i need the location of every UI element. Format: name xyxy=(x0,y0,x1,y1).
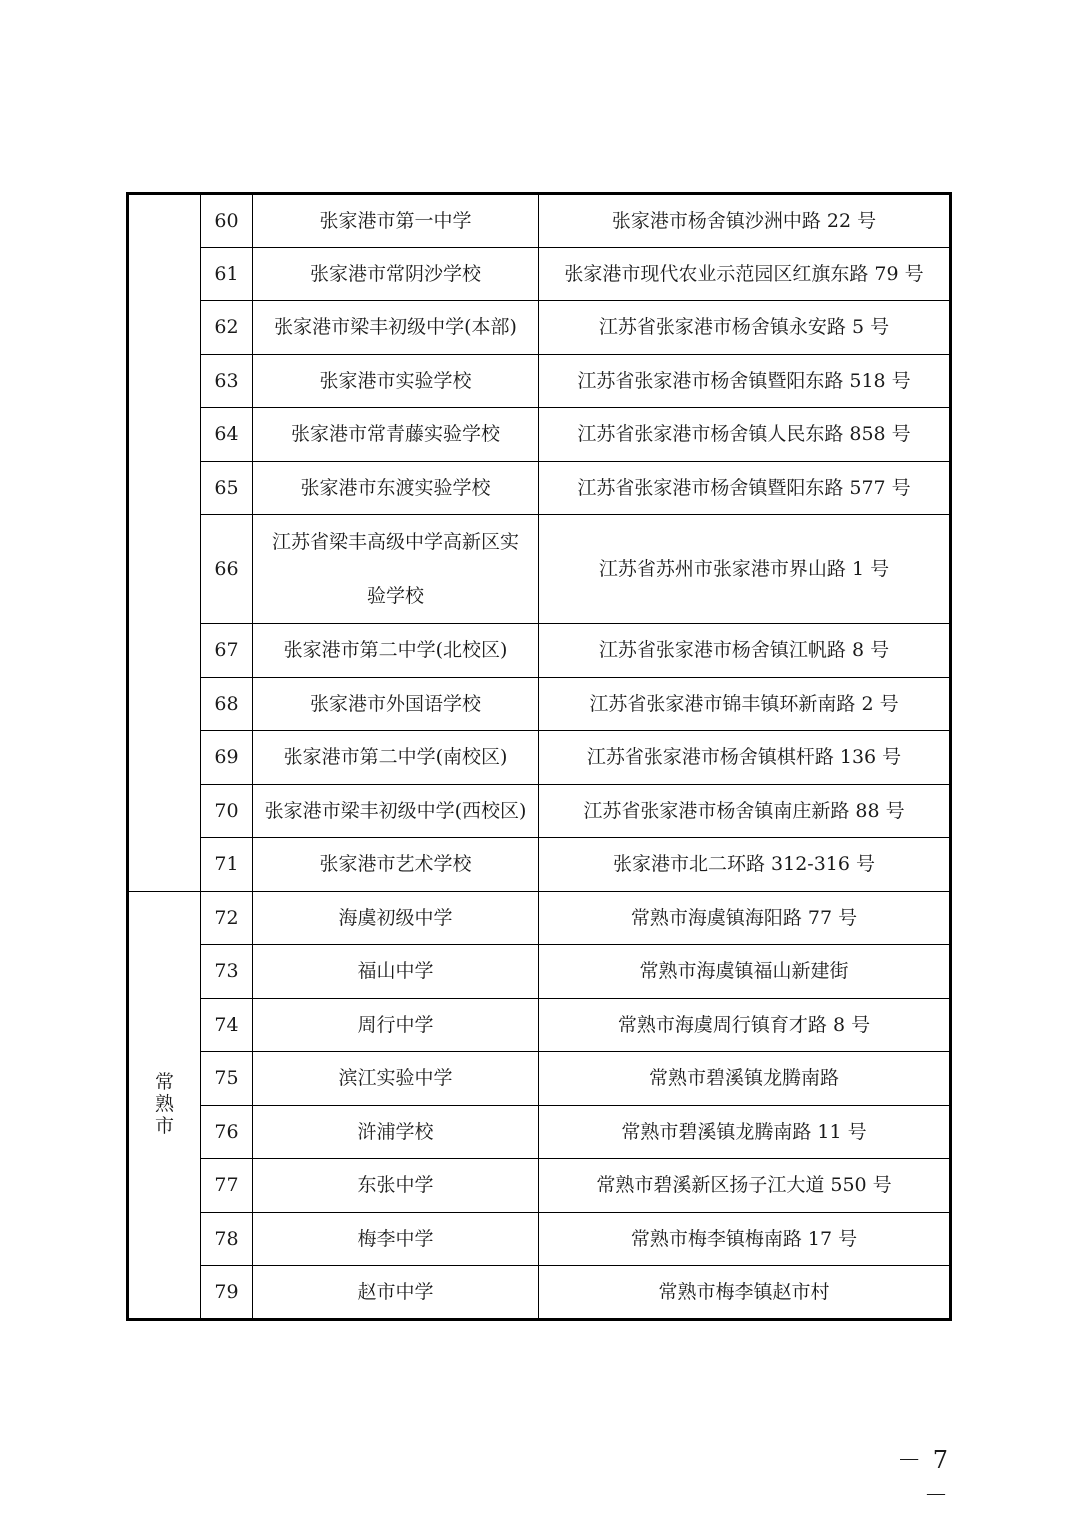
district-cell xyxy=(128,194,201,892)
table-row xyxy=(128,301,951,355)
school-address: 江苏省苏州市张家港市界山路 1 号 xyxy=(539,515,951,624)
row-number: 69 xyxy=(201,731,253,785)
table-row xyxy=(128,1105,951,1159)
row-number: 63 xyxy=(201,354,253,408)
row-number: 78 xyxy=(201,1212,253,1266)
table-row xyxy=(128,515,951,624)
row-number: 62 xyxy=(201,301,253,355)
school-name: 滨江实验中学 xyxy=(253,1052,539,1106)
row-number: 74 xyxy=(201,998,253,1052)
school-name: 张家港市艺术学校 xyxy=(253,838,539,892)
row-number: 60 xyxy=(201,194,253,248)
school-address: 常熟市梅李镇赵市村 xyxy=(539,1266,951,1320)
school-address: 张家港市杨舍镇沙洲中路 22 号 xyxy=(539,194,951,248)
table-row xyxy=(128,891,951,945)
school-address: 江苏省张家港市杨舍镇永安路 5 号 xyxy=(539,301,951,355)
table-row xyxy=(128,998,951,1052)
school-name: 张家港市第一中学 xyxy=(253,194,539,248)
table-row xyxy=(128,838,951,892)
school-address: 常熟市海虞镇海阳路 77 号 xyxy=(539,891,951,945)
table-row xyxy=(128,784,951,838)
table-row xyxy=(128,1052,951,1106)
school-name: 张家港市第二中学(南校区) xyxy=(253,731,539,785)
school-name: 海虞初级中学 xyxy=(253,891,539,945)
school-address: 江苏省张家港市杨舍镇人民东路 858 号 xyxy=(539,408,951,462)
page-number: － 7 － xyxy=(897,1446,950,1509)
school-name: 张家港市第二中学(北校区) xyxy=(253,624,539,678)
school-name: 赵市中学 xyxy=(253,1266,539,1320)
school-name: 张家港市常阴沙学校 xyxy=(253,247,539,301)
school-name: 梅李中学 xyxy=(253,1212,539,1266)
school-name: 张家港市梁丰初级中学(西校区) xyxy=(253,784,539,838)
school-address: 常熟市梅李镇梅南路 17 号 xyxy=(539,1212,951,1266)
table-row xyxy=(128,1266,951,1320)
school-address: 江苏省张家港市杨舍镇江帆路 8 号 xyxy=(539,624,951,678)
school-name: 张家港市常青藤实验学校 xyxy=(253,408,539,462)
school-name: 福山中学 xyxy=(253,945,539,999)
table-row xyxy=(128,1212,951,1266)
school-address: 常熟市碧溪镇龙腾南路 xyxy=(539,1052,951,1106)
table-row xyxy=(128,731,951,785)
school-address: 江苏省张家港市杨舍镇暨阳东路 518 号 xyxy=(539,354,951,408)
row-number: 64 xyxy=(201,408,253,462)
row-number: 76 xyxy=(201,1105,253,1159)
table-row xyxy=(128,624,951,678)
row-number: 61 xyxy=(201,247,253,301)
school-name: 张家港市外国语学校 xyxy=(253,677,539,731)
table-row xyxy=(128,945,951,999)
school-name: 东张中学 xyxy=(253,1159,539,1213)
school-address: 常熟市碧溪镇龙腾南路 11 号 xyxy=(539,1105,951,1159)
school-table xyxy=(126,192,952,1321)
row-number: 67 xyxy=(201,624,253,678)
row-number: 68 xyxy=(201,677,253,731)
row-number: 75 xyxy=(201,1052,253,1106)
row-number: 71 xyxy=(201,838,253,892)
school-address: 江苏省张家港市杨舍镇棋杆路 136 号 xyxy=(539,731,951,785)
school-address: 江苏省张家港市杨舍镇南庄新路 88 号 xyxy=(539,784,951,838)
row-number: 72 xyxy=(201,891,253,945)
table-row xyxy=(128,194,951,248)
school-address: 江苏省张家港市锦丰镇环新南路 2 号 xyxy=(539,677,951,731)
school-address: 张家港市现代农业示范园区红旗东路 79 号 xyxy=(539,247,951,301)
school-name: 浒浦学校 xyxy=(253,1105,539,1159)
school-address: 常熟市碧溪新区扬子江大道 550 号 xyxy=(539,1159,951,1213)
table-row xyxy=(128,247,951,301)
table-row xyxy=(128,677,951,731)
school-name: 江苏省梁丰高级中学高新区实验学校 xyxy=(253,515,539,624)
school-name: 张家港市实验学校 xyxy=(253,354,539,408)
school-name: 张家港市东渡实验学校 xyxy=(253,461,539,515)
school-name: 张家港市梁丰初级中学(本部) xyxy=(253,301,539,355)
table-row xyxy=(128,408,951,462)
row-number: 73 xyxy=(201,945,253,999)
school-name: 周行中学 xyxy=(253,998,539,1052)
table-row xyxy=(128,1159,951,1213)
row-number: 70 xyxy=(201,784,253,838)
row-number: 79 xyxy=(201,1266,253,1320)
table-row xyxy=(128,461,951,515)
school-address: 江苏省张家港市杨舍镇暨阳东路 577 号 xyxy=(539,461,951,515)
row-number: 65 xyxy=(201,461,253,515)
row-number: 77 xyxy=(201,1159,253,1213)
row-number: 66 xyxy=(201,515,253,624)
table-row xyxy=(128,354,951,408)
school-address: 常熟市海虞周行镇育才路 8 号 xyxy=(539,998,951,1052)
school-address: 张家港市北二环路 312-316 号 xyxy=(539,838,951,892)
district-cell: 常熟市 xyxy=(128,891,201,1319)
school-address: 常熟市海虞镇福山新建街 xyxy=(539,945,951,999)
